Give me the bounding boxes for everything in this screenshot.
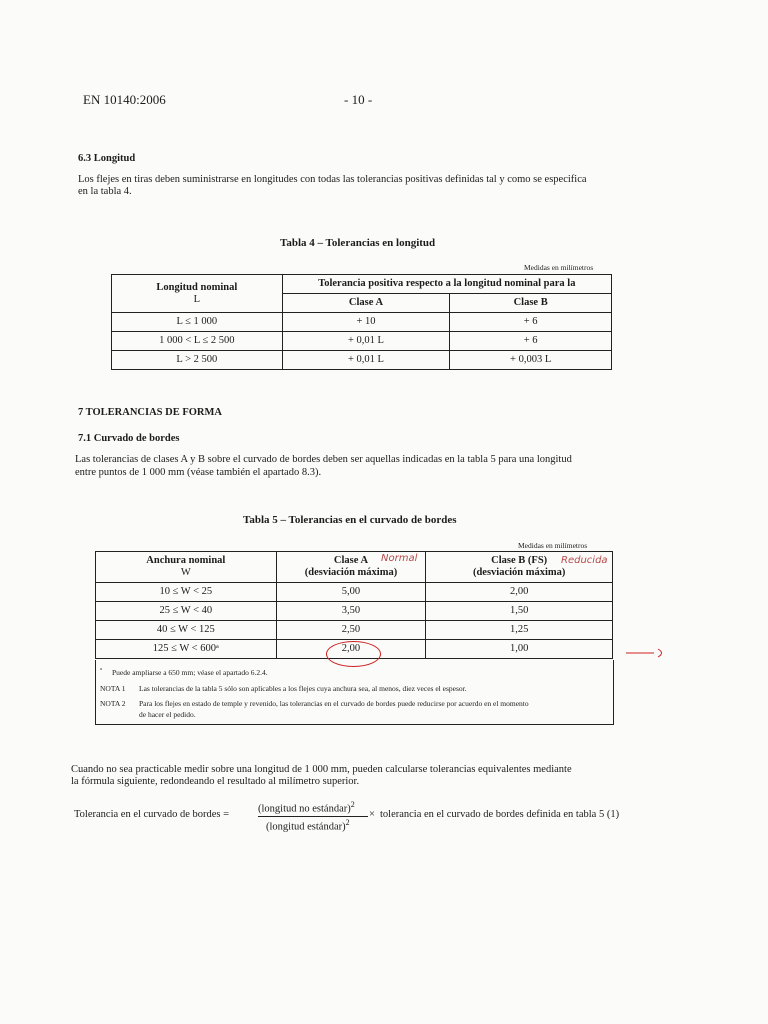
table4-header-clase-b: Clase B: [450, 294, 612, 313]
table5-caption: Tabla 5 – Tolerancias en el curvado de bordes: [243, 514, 457, 526]
table5-cell: 5,00: [276, 583, 426, 602]
table4-cell: + 6: [450, 332, 612, 351]
red-circle-annotation: [326, 641, 381, 667]
footnote-mark: ᵃ: [100, 665, 103, 674]
section-7-1-text-line2: entre puntos de 1 000 mm (véase también el apartado 8.3).: [75, 467, 322, 478]
formula-numerator: (longitud no estándar)$^2$: [258, 800, 355, 815]
footnote-a: Puede ampliarse a 650 mm; véase el apartado 6.2.4.: [112, 668, 268, 677]
note2-text-line1: Para los flejes en estado de temple y revenido, las tolerancias en el curvado de bordes puede reducirse por acuerdo en el momento: [139, 699, 529, 708]
section-7-1-text-line1: Las tolerancias de clases A y B sobre el curvado de bordes deben ser aquellas indicadas en la tabla 5 para una longitud: [75, 454, 572, 465]
table-row: [112, 332, 612, 351]
table5-header-width: Anchura nominal W: [96, 552, 277, 583]
handwritten-reducida: Reducida: [561, 555, 608, 566]
formula-times: ×: [369, 809, 375, 820]
table4-units: Medidas en milímetros: [524, 263, 594, 272]
table5-cell: 40 ≤ W < 125: [96, 621, 277, 640]
note2-label: NOTA 2: [100, 699, 126, 708]
formula-denominator: (longitud estándar)$^2$: [266, 818, 350, 833]
table5-units: Medidas en milímetros: [518, 541, 588, 550]
table4-cell: L ≤ 1 000: [112, 313, 283, 332]
table5-cell: 1,25: [426, 621, 613, 640]
table5-cell: 125 ≤ W < 600ᵃ: [96, 640, 277, 659]
closing-text-line2: la fórmula siguiente, redondeando el resultado al milímetro superior.: [71, 776, 360, 787]
section-heading-6-3: 6.3 Longitud: [78, 153, 136, 164]
table4-header-clase-a: Clase A: [282, 294, 450, 313]
table4-cell: + 0,01 L: [282, 351, 450, 370]
table4-header-length: Longitud nominal L: [112, 275, 283, 313]
note2-text-line2: de hacer el pedido.: [139, 710, 196, 719]
section-heading-7: 7 TOLERANCIAS DE FORMA: [78, 407, 223, 418]
note1-text: Las tolerancias de la tabla 5 sólo son aplicables a los flejes cuya anchura sea, al menos, diez veces el espesor.: [139, 684, 467, 693]
table4-cell: 1 000 < L ≤ 2 500: [112, 332, 283, 351]
note1-label: NOTA 1: [100, 684, 126, 693]
table4-cell: + 6: [450, 313, 612, 332]
section-6-3-text-line1: Los flejes en tiras deben suministrarse en longitudes con todas las tolerancias positivas definidas tal y como se especifica: [78, 174, 587, 185]
table4-cell: + 0,003 L: [450, 351, 612, 370]
standard-code: EN 10140:2006: [83, 92, 166, 107]
table5-cell: 1,00: [426, 640, 613, 659]
section-heading-7-1: 7.1 Curvado de bordes: [78, 433, 180, 444]
table-row: [112, 351, 612, 370]
formula-lhs: Tolerancia en el curvado de bordes =: [74, 809, 230, 820]
table5-header-clase-a: Clase A (desviación máxima): [276, 552, 426, 583]
section-6-3-text-line2: en la tabla 4.: [78, 186, 132, 197]
table5-cell: 1,50: [426, 602, 613, 621]
table4-cell: L > 2 500: [112, 351, 283, 370]
table4-caption: Tabla 4 – Tolerancias en longitud: [280, 237, 436, 249]
table4: [111, 274, 612, 370]
table4-header-tolerance: Tolerancia positiva respecto a la longitud nominal para la: [282, 275, 611, 294]
handwritten-normal: Normal: [381, 553, 418, 564]
table5-cell: 2,00: [276, 640, 426, 659]
table-row: [96, 621, 613, 640]
table5-cell: 2,00: [426, 583, 613, 602]
formula-rhs: tolerancia en el curvado de bordes definida en tabla 5 (1): [380, 809, 620, 820]
table5-cell: 10 ≤ W < 25: [96, 583, 277, 602]
table5-cell: 25 ≤ W < 40: [96, 602, 277, 621]
table5-header-clase-b: Clase B (FS) (desviación máxima): [426, 552, 613, 583]
table-row: [96, 583, 613, 602]
table4-cell: + 0,01 L: [282, 332, 450, 351]
table5-cell: 2,50: [276, 621, 426, 640]
closing-text-line1: Cuando no sea practicable medir sobre una longitud de 1 000 mm, pueden calcularse tolerancias equivalentes mediante: [71, 764, 572, 775]
fraction-bar: [258, 816, 368, 817]
table-row: [96, 602, 613, 621]
table-row: [112, 313, 612, 332]
table4-cell: + 10: [282, 313, 450, 332]
page-number: - 10 -: [344, 92, 373, 107]
table5-cell: 3,50: [276, 602, 426, 621]
red-arrow-annotation: [624, 645, 668, 659]
